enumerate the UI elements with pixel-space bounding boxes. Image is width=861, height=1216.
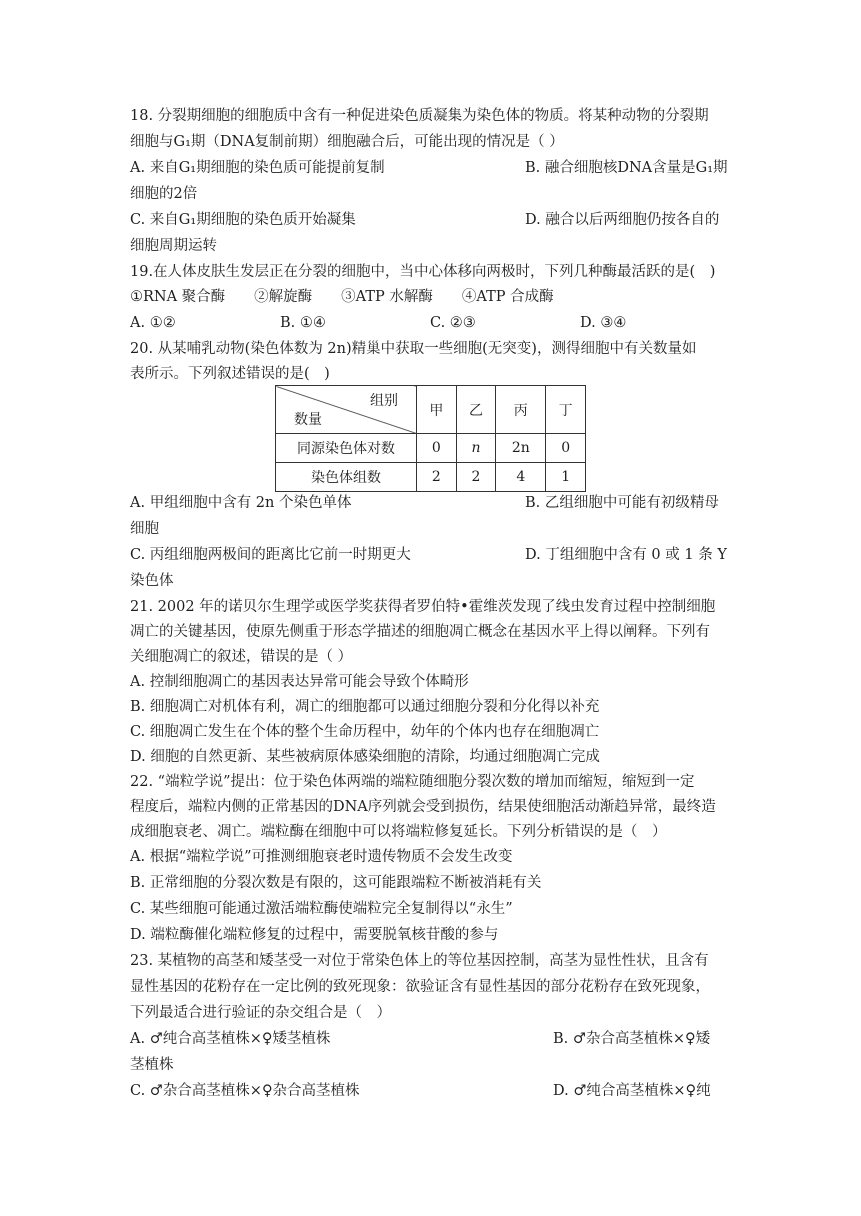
q18-option-d: D. 融合以后两细胞仍按各自的 (525, 212, 720, 228)
col-header: 乙 (456, 386, 496, 434)
q19-option-d: D. ③④ (580, 315, 627, 331)
q22-stem-line-2: 程度后，端粒内侧的正常基因的DNA序列就会受到损伤，结果使细胞活动渐趋异常，最终造 (130, 799, 716, 815)
q21-option-d: D. 细胞的自然更新、某些被病原体感染细胞的清除，均通过细胞凋亡完成 (130, 749, 600, 765)
q20-option-b: B. 乙组细胞中可能有初级精母 (525, 495, 719, 511)
q20-option-d: D. 丁组细胞中含有 0 或 1 条 Y (525, 547, 727, 563)
q19-option-c: C. ②③ (430, 315, 476, 331)
q19-stem: 19.在人体皮肤生发层正在分裂的细胞中，当中心体移向两极时，下列几种酶最活跃的是( ) (130, 264, 716, 280)
q18-stem-line-1: 18. 分裂期细胞的细胞质中含有一种促进染色质凝集为染色体的物质。将某种动物的分裂期 (130, 108, 709, 124)
row-label: 染色体组数 (276, 463, 417, 492)
q18-option-a: A. 来自G₁期细胞的染色质可能提前复制 (130, 160, 385, 176)
table-cell: 2 (417, 463, 457, 492)
q20-stem-line-2: 表所示。下列叙述错误的是( ) (130, 366, 330, 382)
q23-stem-line-2: 显性基因的花粉存在一定比例的致死现象：欲验证含有显性基因的部分花粉存在致死现象， (130, 979, 710, 995)
q23-stem-line-3: 下列最适合进行验证的杂交组合是（ ） (130, 1005, 391, 1021)
q18-stem-line-2: 细胞与G₁期（DNA复制前期）细胞融合后，可能出现的情况是（ ） (130, 134, 564, 150)
q21-option-b: B. 细胞凋亡对机体有利，凋亡的细胞都可以通过细胞分裂和分化得以补充 (130, 699, 600, 715)
col-header: 丁 (546, 386, 586, 434)
q19-option-a: A. ①② (130, 315, 176, 331)
q22-option-c: C. 某些细胞可能通过激活端粒酶使端粒完全复制得以“永生” (130, 901, 513, 917)
q21-option-a: A. 控制细胞凋亡的基因表达异常可能会导致个体畸形 (130, 674, 469, 690)
q20-table (275, 385, 586, 492)
q18-option-c: C. 来自G₁期细胞的染色质开始凝集 (130, 212, 356, 228)
q23-option-a: A. ♂纯合高茎植株×♀矮茎植株 (130, 1031, 331, 1047)
table-cell: 4 (496, 463, 546, 492)
q23-option-b: B. ♂杂合高茎植株×♀矮 (553, 1031, 711, 1047)
q19-option-b: B. ①④ (280, 315, 326, 331)
row-label: 同源染色体对数 (276, 434, 417, 463)
q20-option-b-cont: 细胞 (130, 521, 159, 537)
q22-stem-line-1: 22. “端粒学说”提出：位于染色体两端的端粒随细胞分裂次数的增加而缩短，缩短到一定 (130, 774, 695, 790)
q20-option-a: A. 甲组细胞中含有 2n 个染色单体 (130, 495, 352, 511)
q20-option-c: C. 丙组细胞两极间的距离比它前一时期更大 (130, 547, 411, 563)
table-cell: 2n (496, 434, 546, 463)
table-row (276, 463, 586, 492)
q20-option-d-cont: 染色体 (130, 573, 174, 589)
table-cell: 0 (417, 434, 457, 463)
q22-stem-line-3: 成细胞衰老、凋亡。端粒酶在细胞中可以将端粒修复延长。下列分析错误的是（ ） (130, 824, 667, 840)
corner-label-quantity: 数量 (294, 412, 322, 428)
table-cell: 2 (456, 463, 496, 492)
q20-stem-line-1: 20. 从某哺乳动物(染色体数为 2n)精巢中获取一些细胞(无突变)，测得细胞中有关数量如 (130, 341, 697, 357)
table-cell: 1 (546, 463, 586, 492)
q21-stem-line-1: 21. 2002 年的诺贝尔生理学或医学奖获得者罗伯特•霍维茨发现了线虫发育过程中控制细胞 (130, 599, 716, 615)
q23-option-c: C. ♂杂合高茎植株×♀杂合高茎植株 (130, 1083, 360, 1099)
q18-option-b: B. 融合细胞核DNA含量是G₁期 (525, 160, 728, 176)
col-header: 甲 (417, 386, 457, 434)
col-header: 丙 (496, 386, 546, 434)
table-cell: n (456, 434, 496, 463)
q21-stem-line-3: 关细胞凋亡的叙述，错误的是（ ） (130, 649, 353, 665)
table-row (276, 434, 586, 463)
table-corner-cell (276, 386, 417, 434)
q23-option-b-cont: 茎植株 (130, 1057, 174, 1073)
q22-option-a: A. 根据“端粒学说”可推测细胞衰老时遗传物质不会发生改变 (130, 849, 513, 865)
q23-stem-line-1: 23. 某植物的高茎和矮茎受一对位于常染色体上的等位基因控制，高茎为显性性状，且含有 (130, 953, 709, 969)
q19-items: ①RNA 聚合酶 ②解旋酶 ③ATP 水解酶 ④ATP 合成酶 (130, 289, 554, 305)
q18-option-d-cont: 细胞周期运转 (130, 238, 217, 254)
q22-option-b: B. 正常细胞的分裂次数是有限的，这可能跟端粒不断被消耗有关 (130, 875, 542, 891)
q21-stem-line-2: 凋亡的关键基因，使原先侧重于形态学描述的细胞凋亡概念在基因水平上得以阐释。下列有 (130, 624, 710, 640)
q21-option-c: C. 细胞凋亡发生在个体的整个生命历程中，幼年的个体内也存在细胞凋亡 (130, 724, 600, 740)
q18-option-b-cont: 细胞的2倍 (130, 186, 198, 202)
corner-label-group: 组别 (370, 393, 398, 409)
table-cell: 0 (546, 434, 586, 463)
q22-option-d: D. 端粒酶催化端粒修复的过程中，需要脱氧核苷酸的参与 (130, 927, 499, 943)
q23-option-d: D. ♂纯合高茎植株×♀纯 (553, 1083, 711, 1099)
